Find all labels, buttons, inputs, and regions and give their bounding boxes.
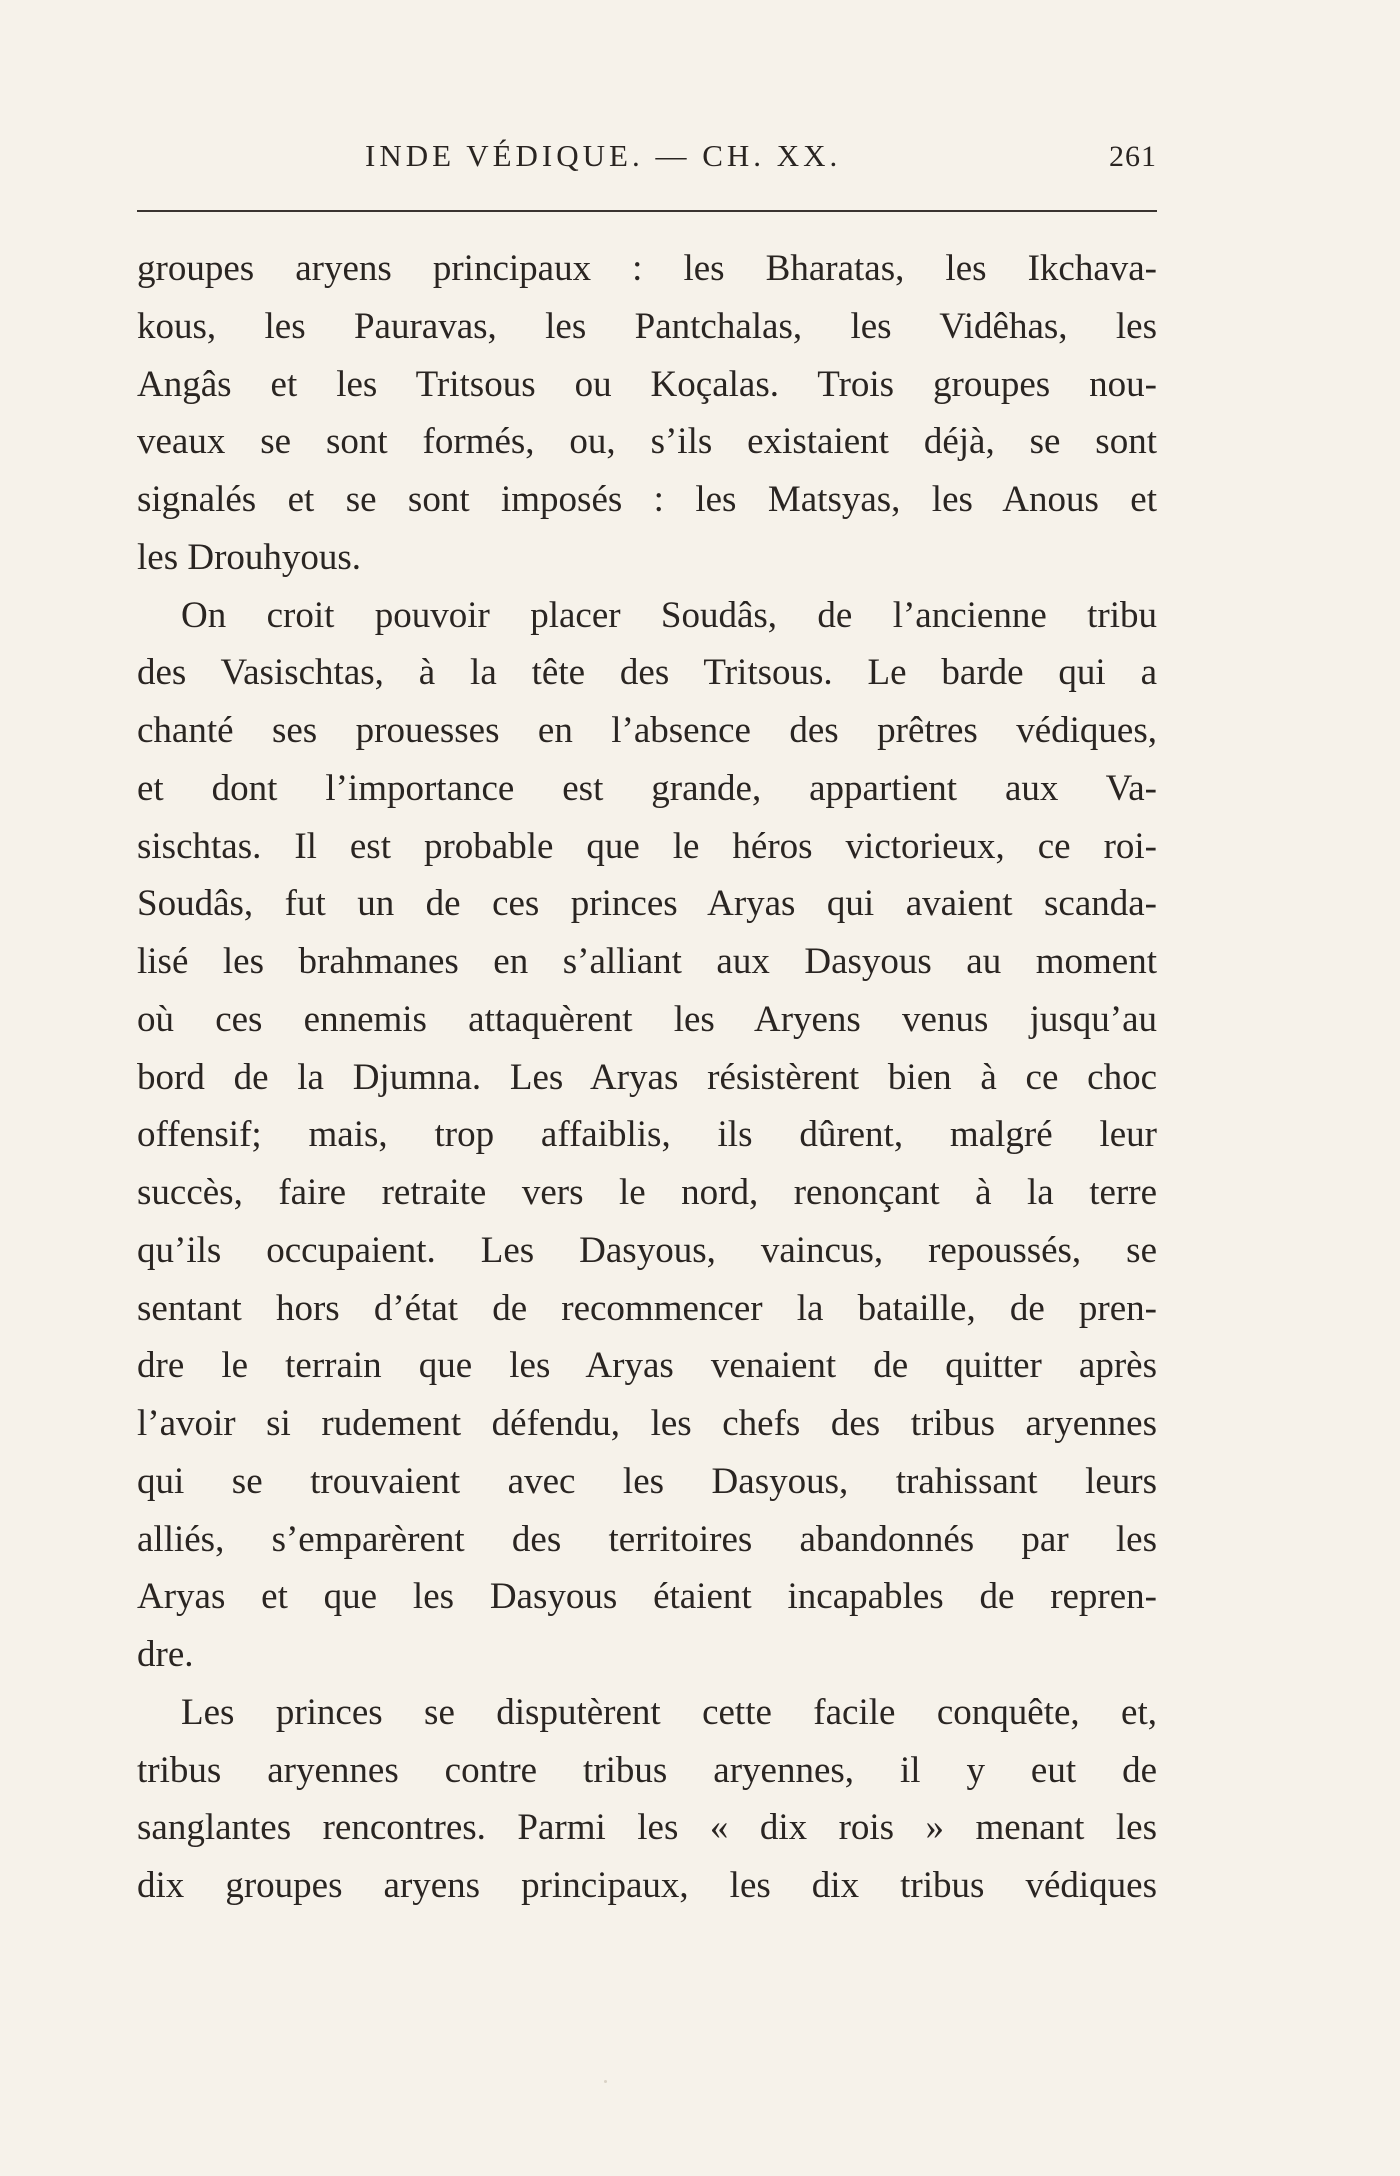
running-head xyxy=(137,138,1157,188)
text-line: qu’ils occupaient. Les Dasyous, vaincus, repoussés, se xyxy=(137,1229,1157,1271)
text-line: Soudâs, fut un de ces princes Aryas qui avaient scanda- xyxy=(137,883,1157,925)
running-title: INDE VÉDIQUE. — CH. XX. xyxy=(365,138,842,173)
text-line: dre le terrain que les Aryas venaient de quitter après xyxy=(137,1345,1157,1387)
header-rule xyxy=(137,210,1157,212)
text-line: groupes aryens principaux : les Bharatas, les Ikchava- xyxy=(137,248,1157,289)
text-line: lisé les brahmanes en s’alliant aux Dasyous au moment xyxy=(137,941,1157,982)
text-line: chanté ses prouesses en l’absence des prêtres védiques, xyxy=(137,710,1157,751)
text-line: où ces ennemis attaquèrent les Aryens venus jusqu’au xyxy=(137,998,1157,1040)
text-line: sentant hors d’état de recommencer la bataille, de pren- xyxy=(137,1287,1157,1329)
text-line: signalés et se sont imposés : les Matsyas, les Anous et xyxy=(137,479,1157,520)
text-line: kous, les Pauravas, les Pantchalas, les Vidêhas, les xyxy=(137,305,1157,347)
text-line: Les princes se disputèrent cette facile conquête, et, xyxy=(181,1691,1157,1733)
text-line: dix groupes aryens principaux, les dix tribus védiques xyxy=(137,1865,1157,1906)
text-line: des Vasischtas, à la tête des Tritsous. Le barde qui a xyxy=(137,652,1157,694)
text-line: alliés, s’emparèrent des territoires abandonnés par les xyxy=(137,1518,1157,1560)
text-line: Aryas et que les Dasyous étaient incapables de repren- xyxy=(137,1576,1157,1618)
text-line: offensif; mais, trop affaiblis, ils dûrent, malgré leur xyxy=(137,1114,1157,1156)
text-line: dre. xyxy=(137,1634,194,1675)
text-line: qui se trouvaient avec les Dasyous, trahissant leurs xyxy=(137,1460,1157,1502)
text-line: et dont l’importance est grande, appartient aux Va- xyxy=(137,767,1157,809)
text-line: veaux se sont formés, ou, s’ils existaient déjà, se sont xyxy=(137,421,1157,463)
text-line: Angâs et les Tritsous ou Koçalas. Trois groupes nou- xyxy=(137,363,1157,405)
text-line: sanglantes rencontres. Parmi les « dix rois » menant les xyxy=(137,1807,1157,1849)
text-line: bord de la Djumna. Les Aryas résistèrent bien à ce choc xyxy=(137,1056,1157,1098)
text-line: On croit pouvoir placer Soudâs, de l’ancienne tribu xyxy=(181,594,1157,636)
text-line: l’avoir si rudement défendu, les chefs des tribus aryennes xyxy=(137,1403,1157,1444)
text-line: tribus aryennes contre tribus aryennes, il y eut de xyxy=(137,1749,1157,1791)
paper-speck xyxy=(604,2080,607,2083)
text-line: succès, faire retraite vers le nord, renonçant à la terre xyxy=(137,1172,1157,1213)
text-line: les Drouhyous. xyxy=(137,536,362,578)
body-text xyxy=(137,240,1157,1915)
page-number: 261 xyxy=(1109,140,1157,173)
text-line: sischtas. Il est probable que le héros victorieux, ce roi- xyxy=(137,825,1157,867)
